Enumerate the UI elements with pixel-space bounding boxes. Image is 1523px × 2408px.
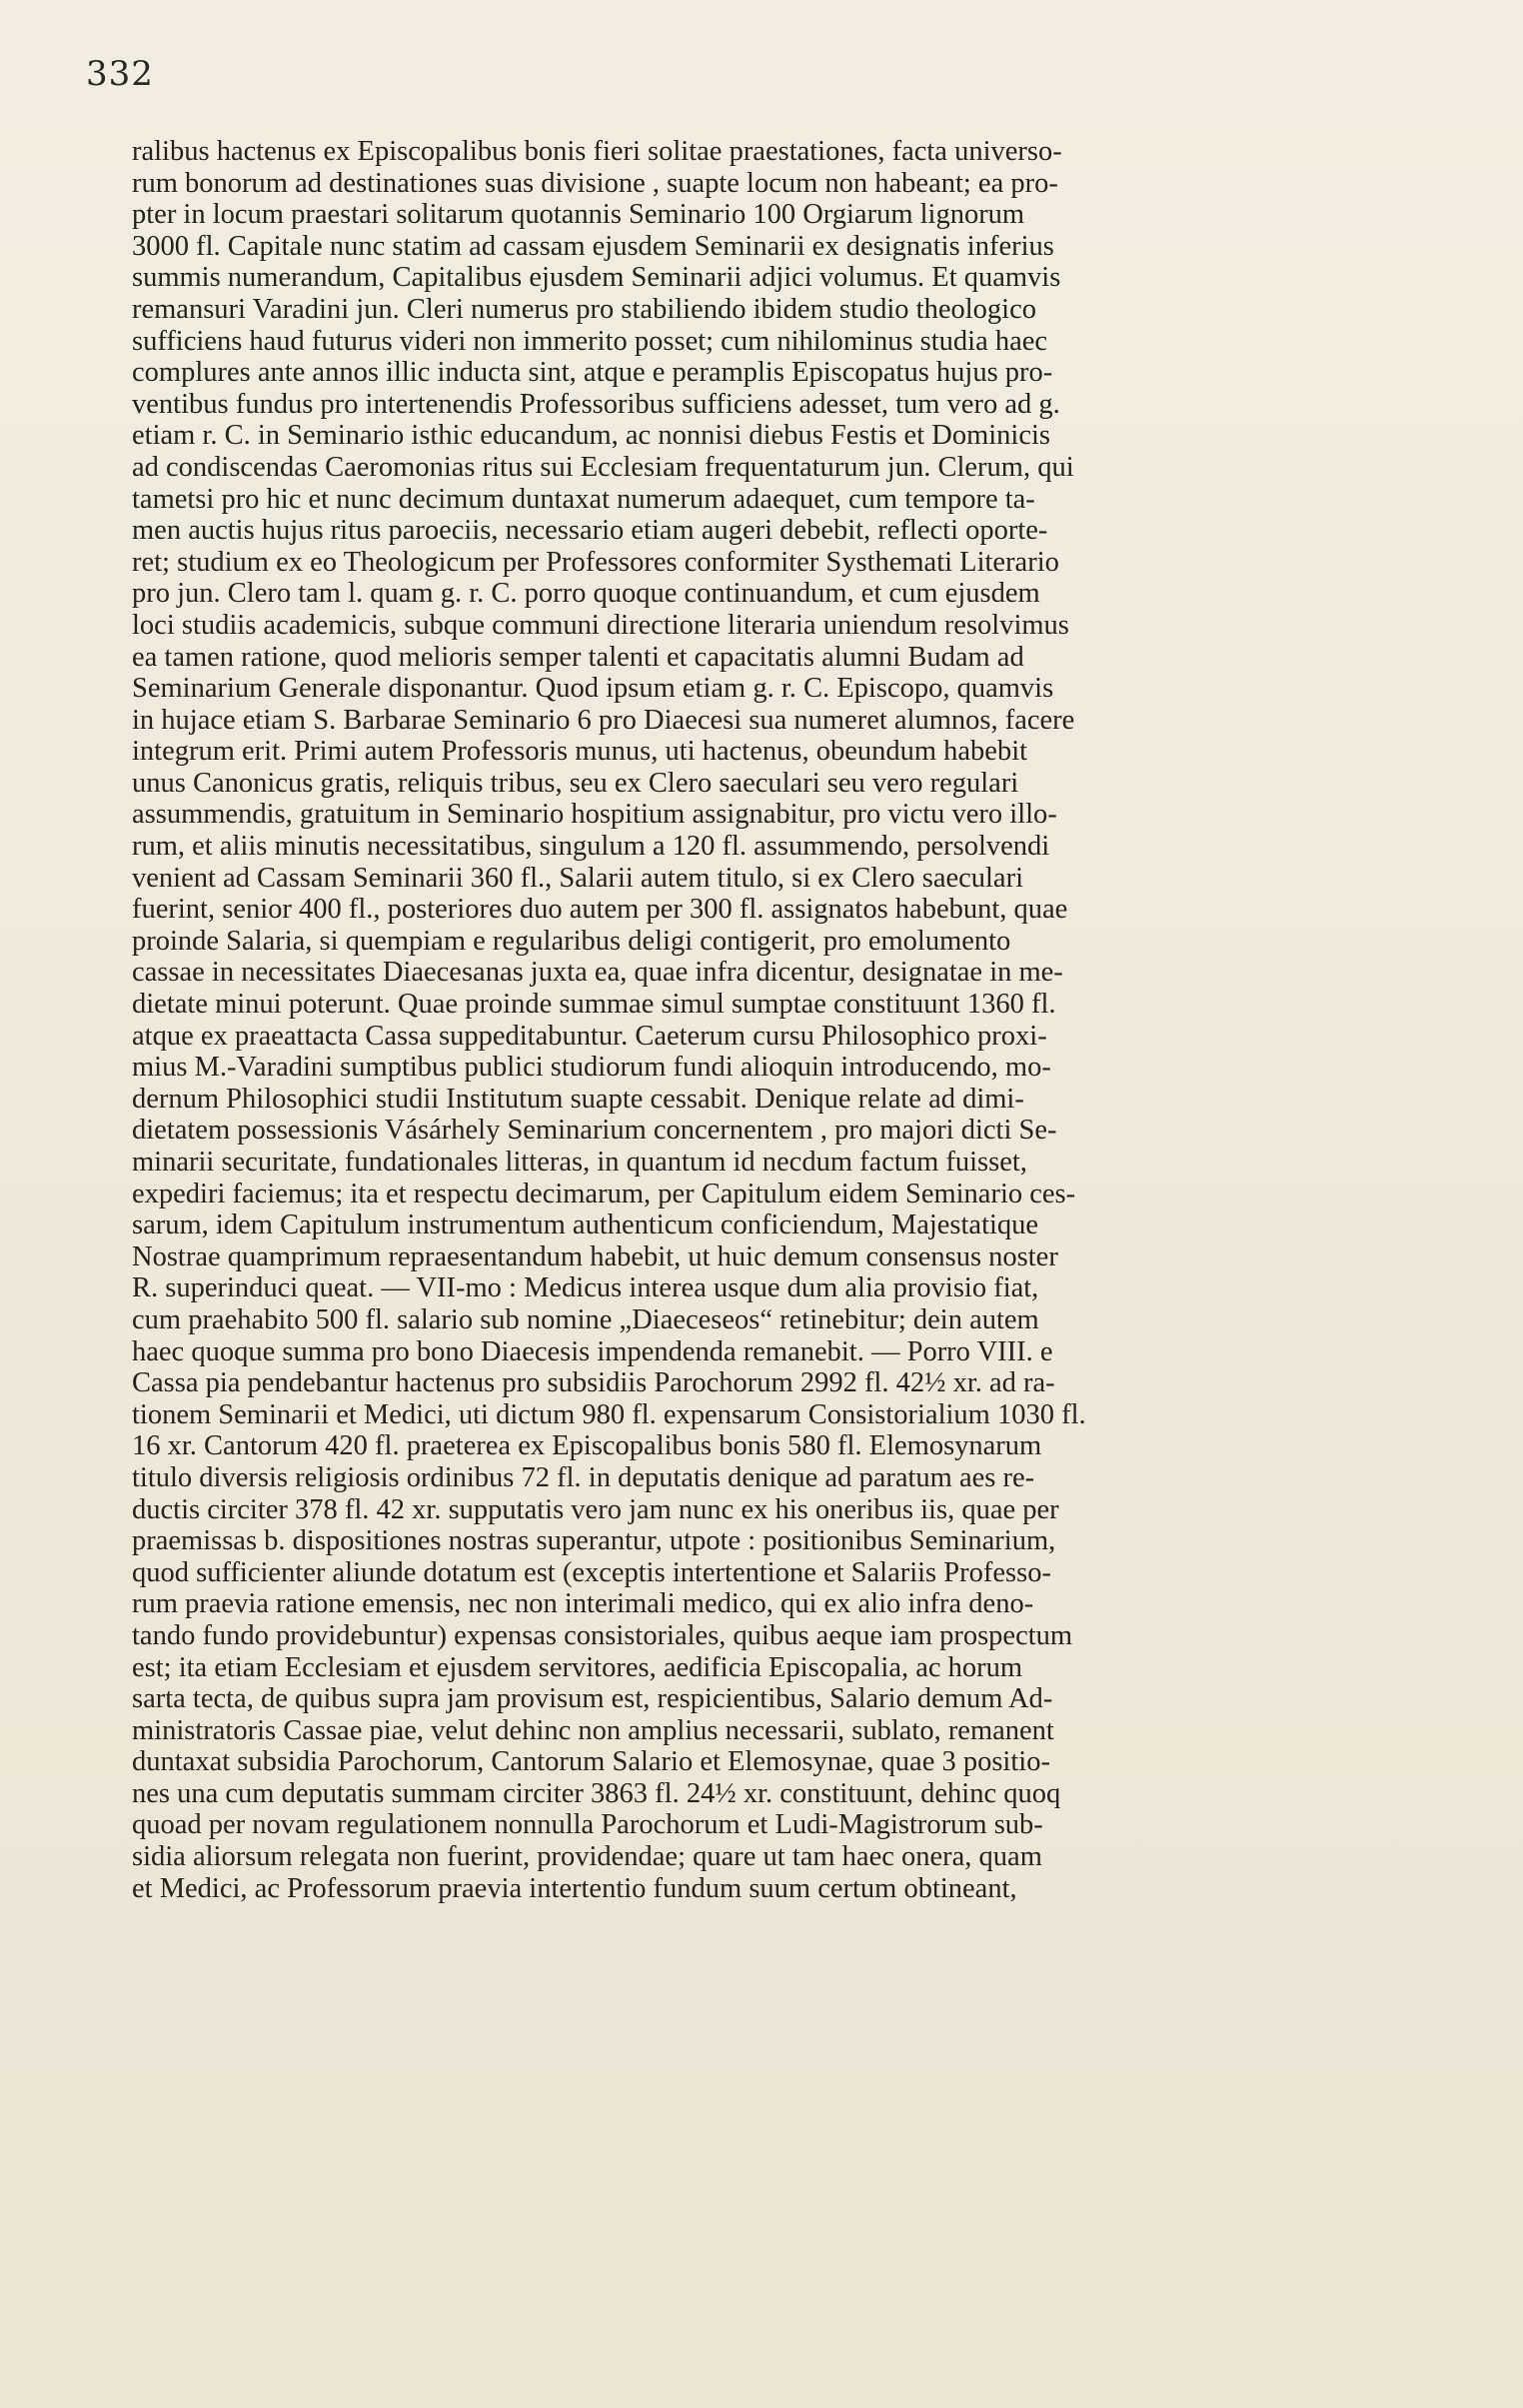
text-line: pro jun. Clero tam l. quam g. r. C. porro quoque continuandum, et cum ejusdem [132,578,1040,610]
text-line: rum praevia ratione emensis, nec non interimali medico, qui ex alio infra deno- [132,1588,1034,1620]
text-line: praemissas b. dispositiones nostras superantur, utpote : positionibus Seminarium, [132,1525,1056,1557]
text-line: tando fundo providebuntur) expensas consistoriales, quibus aeque iam prospectum [132,1619,1073,1651]
text-line: atque ex praeattacta Cassa suppeditabuntur. Caeterum cursu Philosophico proxi- [132,1020,1047,1052]
text-line: integrum erit. Primi autem Professoris munus, uti hactenus, obeundum habebit [132,736,1028,768]
page-number: 332 [86,54,154,94]
text-line: dernum Philosophici studii Institutum suapte cessabit. Denique relate ad dimi- [132,1083,1024,1115]
text-line: cassae in necessitates Diaecesanas juxta ea, quae infra dicentur, designatae in me- [132,957,1063,989]
text-line: expediri faciemus; ita et respectu decimarum, per Capitulum eidem Seminario ces- [132,1178,1076,1209]
text-line: ministratoris Cassae piae, velut dehinc non amplius necessarii, sublato, remanent [132,1714,1054,1746]
text-line: sarta tecta, de quibus supra jam provisum est, respicientibus, Salario demum Ad- [132,1683,1053,1715]
text-line: minarii securitate, fundationales litteras, in quantum id necdum factum fuisset, [132,1147,1027,1178]
text-line: titulo diversis religiosis ordinibus 72 fl. in deputatis denique ad paratum aes re- [132,1461,1035,1493]
text-line: 16 xr. Cantorum 420 fl. praeterea ex Episcopalibus bonis 580 fl. Elemosynarum [132,1430,1042,1462]
text-line: rum bonorum ad destinationes suas divisione , suapte locum non habeant; ea pro- [132,167,1058,199]
text-line: quod sufficienter aliunde dotatum est (exceptis intertentione et Salariis Professo- [132,1556,1051,1588]
text-line: est; ita etiam Ecclesiam et ejusdem servitores, aedificia Episcopalia, ac horum [132,1651,1023,1683]
text-line: nes una cum deputatis summam circiter 3863 fl. 24½ xr. constituunt, dehinc quoq [132,1777,1061,1809]
text-line: ad condiscendas Caeromonias ritus sui Ecclesiam frequentaturum jun. Clerum, qui [132,451,1074,483]
text-line: quoad per novam regulationem nonnulla Parochorum et Ludi-Magistrorum sub- [132,1809,1043,1841]
text-line: men auctis hujus ritus paroeciis, necessario etiam augeri debebit, reflecti oporte- [132,515,1048,547]
text-line: dietate minui poterunt. Quae proinde summae simul sumptae constituunt 1360 fl. [132,989,1056,1021]
text-line: cum praehabito 500 fl. salario sub nomine „Diaeceseos“ retinebitur; dein autem [132,1303,1039,1335]
text-line: ret; studium ex eo Theologicum per Professores conformiter Systhemati Literario [132,546,1059,578]
text-line: ventibus fundus pro intertenendis Professoribus sufficiens adesset, tum vero ad g. [132,388,1060,420]
text-line: rum, et aliis minutis necessitatibus, singulum a 120 fl. assummendo, persolvendi [132,831,1050,863]
text-line: etiam r. C. in Seminario isthic educandum, ac nonnisi diebus Festis et Dominicis [132,420,1050,452]
text-line: et Medici, ac Professorum praevia intertentio fundum suum certum obtineant, [132,1872,1017,1904]
text-line: fuerint, senior 400 fl., posteriores duo autem per 300 fl. assignatos habebunt, quae [132,894,1068,926]
text-line: Nostrae quamprimum repraesentandum habebit, ut huic demum consensus noster [132,1240,1058,1272]
text-line: duntaxat subsidia Parochorum, Cantorum Salario et Elemosynae, quae 3 positio- [132,1746,1050,1778]
text-line: ea tamen ratione, quod melioris semper talenti et capacitatis alumni Budam ad [132,641,1024,673]
text-line: proinde Salaria, si quempiam e regularibus deligi contigerit, pro emolumento [132,925,1011,957]
text-line: assummendis, gratuitum in Seminario hospitium assignabitur, pro victu vero illo- [132,799,1057,831]
text-line: mius M.-Varadini sumptibus publici studiorum fundi alioquin introducendo, mo- [132,1052,1051,1084]
text-line: pter in locum praestari solitarum quotannis Seminario 100 Orgiarum lignorum [132,199,1025,231]
text-line: venient ad Cassam Seminarii 360 fl., Salarii autem titulo, si ex Clero saeculari [132,862,1023,894]
text-line: haec quoque summa pro bono Diaecesis impendenda remanebit. — Porro VIII. e [132,1335,1053,1367]
text-line: 3000 fl. Capitale nunc statim ad cassam ejusdem Seminarii ex designatis inferius [132,230,1054,262]
text-line: remansuri Varadini jun. Cleri numerus pro stabiliendo ibidem studio theologico [132,293,1036,325]
text-line: tametsi pro hic et nunc decimum duntaxat numerum adaequet, cum tempore ta- [132,483,1035,515]
text-line: unus Canonicus gratis, reliquis tribus, seu ex Clero saeculari seu vero regulari [132,767,1019,799]
text-line: sufficiens haud futurus videri non immerito posset; cum nihilominus studia haec [132,325,1048,357]
text-line: ralibus hactenus ex Episcopalibus bonis fieri solitae praestationes, facta universo- [132,136,1062,167]
text-line: sarum, idem Capitulum instrumentum authenticum conficiendum, Majestatique [132,1209,1039,1241]
text-line: Seminarium Generale disponantur. Quod ipsum etiam g. r. C. Episcopo, quamvis [132,673,1054,705]
text-line: tionem Seminarii et Medici, uti dictum 980 fl. expensarum Consistorialium 1030 fl. [132,1398,1086,1430]
body-text [132,136,1433,1904]
text-line: ductis circiter 378 fl. 42 xr. supputatis vero jam nunc ex his oneribus iis, quae per [132,1493,1059,1525]
text-line: sidia aliorsum relegata non fuerint, providendae; quare ut tam haec onera, quam [132,1841,1042,1873]
text-line: Cassa pia pendebantur hactenus pro subsidiis Parochorum 2992 fl. 42½ xr. ad ra- [132,1367,1055,1399]
text-line: in hujace etiam S. Barbarae Seminario 6 pro Diaecesi sua numeret alumnos, facere [132,704,1075,736]
text-line: complures ante annos illic inducta sint, atque e peramplis Episcopatus hujus pro- [132,357,1053,389]
text-line: dietatem possessionis Vásárhely Seminarium concernentem , pro majori dicti Se- [132,1115,1057,1147]
text-line: summis numerandum, Capitalibus ejusdem Seminarii adjici volumus. Et quamvis [132,262,1061,294]
text-line: loci studiis academicis, subque communi directione literaria uniendum resolvimus [132,609,1069,641]
text-line: R. superinduci queat. — VII-mo : Medicus interea usque dum alia provisio fiat, [132,1272,1039,1304]
